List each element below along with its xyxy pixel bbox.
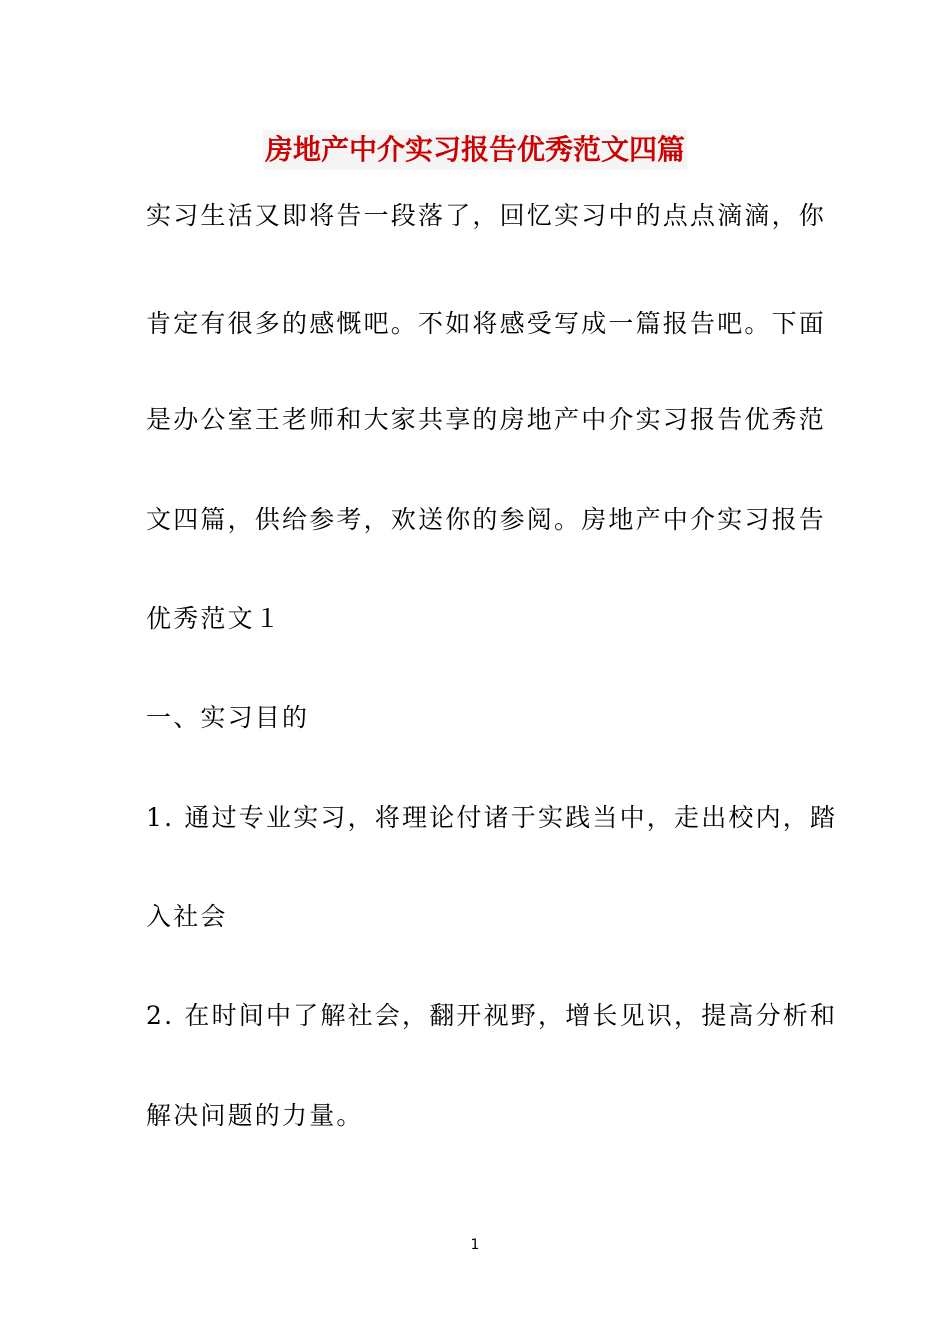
list-item-1-line-2: 入社会 xyxy=(146,902,228,931)
body-line-5: 优秀范文１ xyxy=(146,604,283,633)
list-item-1-line-1: 1. 通过专业实习，将理论付诸于实践当中，走出校内，踏 xyxy=(146,803,838,832)
body-line-4: 文四篇，供给参考，欢送你的参阅。房地产中介实习报告 xyxy=(146,505,827,534)
page-number: 1 xyxy=(470,1237,480,1253)
document-title: 房地产中介实习报告优秀范文四篇 xyxy=(263,130,687,170)
section-heading-purpose: 一、实习目的 xyxy=(146,703,310,732)
list-item-2-line-2: 解决问题的力量。 xyxy=(146,1101,364,1130)
body-line-2: 肯定有很多的感慨吧。不如将感受写成一篇报告吧。下面 xyxy=(146,309,827,338)
body-line-3: 是办公室王老师和大家共享的房地产中介实习报告优秀范 xyxy=(146,405,827,434)
body-line-1: 实习生活又即将告一段落了，回忆实习中的点点滴滴，你 xyxy=(146,201,827,230)
list-item-2-line-1: 2. 在时间中了解社会，翻开视野，增长见识，提高分析和 xyxy=(146,1001,838,1030)
title-container xyxy=(0,130,950,170)
